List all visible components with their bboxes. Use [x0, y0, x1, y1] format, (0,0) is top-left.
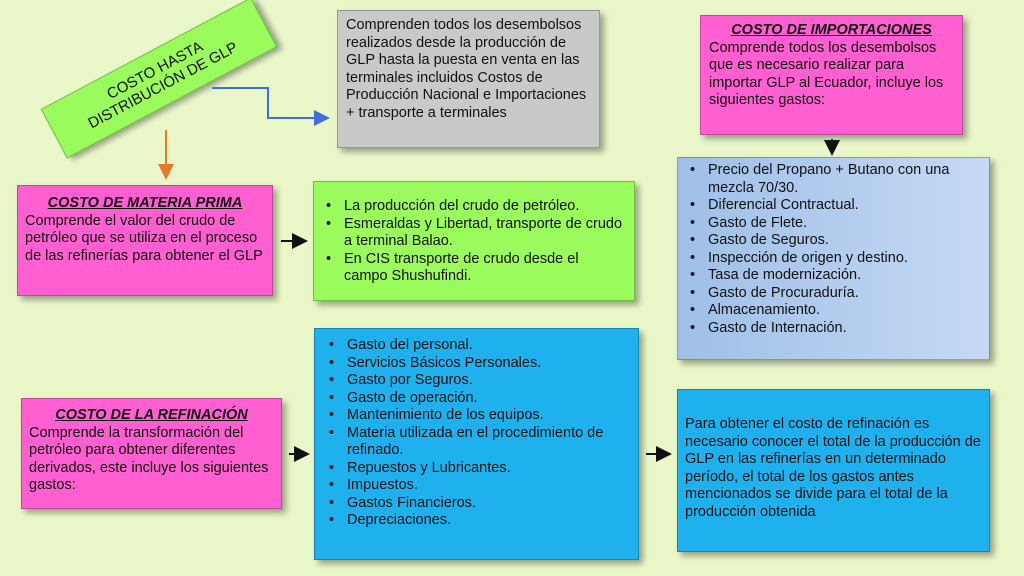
list-item: • Almacenamiento.: [708, 302, 983, 320]
importaciones-text: Comprende todos los desembolsos que es necesario realizar para importar GLP al Ecuador, incluye los siguientes gastos:: [709, 39, 944, 108]
refinacion-text: Comprende la transformación del petróleo para obtener diferentes derivados, este incluye los siguientes gastos:: [29, 424, 269, 493]
refinacion-result-box: [677, 389, 990, 552]
main-title-box: [41, 0, 277, 159]
list-item: • Repuestos y Lubricantes.: [347, 460, 630, 478]
list-item: • Servicios Básicos Personales.: [347, 355, 630, 373]
list-item: • Esmeraldas y Libertad, transporte de crudo a terminal Balao.: [344, 216, 626, 251]
list-item: • En CIS transporte de crudo desde el campo Shushufindi.: [344, 251, 626, 286]
refinacion-box: [21, 398, 282, 509]
arrow-title-to-summary: [212, 88, 326, 118]
importaciones-list-box: [677, 157, 990, 360]
list-item: • Gasto de Flete.: [708, 215, 983, 233]
list-item: • Tasa de modernización.: [708, 267, 983, 285]
importaciones-box: [700, 15, 963, 135]
refinacion-title: COSTO DE LA REFINACIÓN: [55, 407, 248, 423]
materia-prima-list: [322, 198, 626, 286]
list-item: • Gasto de Internación.: [708, 320, 983, 338]
list-item: • Gasto de operación.: [347, 390, 630, 408]
materia-prima-text: Comprende el valor del crudo de petróleo que se utiliza en el proceso de las refinerías para obtener el GLP: [25, 212, 263, 264]
list-item: • Gasto del personal.: [347, 337, 630, 355]
list-item: • La producción del crudo de petróleo.: [344, 198, 626, 216]
summary-text: Comprenden todos los desembolsos realizados desde la producción de GLP hasta la puesta en venta en las terminales incluidos Costos de Producción Nacional e Importaciones + transporte a terminales: [346, 17, 587, 121]
summary-box: [337, 10, 600, 148]
refinacion-list: [325, 337, 630, 530]
materia-prima-title: COSTO DE MATERIA PRIMA: [47, 195, 243, 211]
list-item: • Gasto de Procuraduría.: [708, 285, 983, 303]
importaciones-title: COSTO DE IMPORTACIONES: [731, 22, 932, 38]
materia-prima-box: [17, 185, 273, 296]
list-item: • Gasto de Seguros.: [708, 232, 983, 250]
list-item: • Materia utilizada en el procedimiento de refinado.: [347, 425, 630, 460]
list-item: • Diferencial Contractual.: [708, 197, 983, 215]
list-item: • Precio del Propano + Butano con una mezcla 70/30.: [708, 162, 983, 197]
refinacion-result-text: Para obtener el costo de refinación es necesario conocer el total de la producción de GLP en las refinerías en un determinado período, el total de los gastos antes mencionados se divide para el total de la producción obtenida: [685, 416, 981, 520]
list-item: • Impuestos.: [347, 477, 630, 495]
materia-prima-list-box: [313, 181, 635, 301]
importaciones-list: [686, 162, 983, 337]
list-item: • Gasto por Seguros.: [347, 372, 630, 390]
refinacion-list-box: [314, 328, 639, 560]
list-item: • Mantenimiento de los equipos.: [347, 407, 630, 425]
list-item: • Depreciaciones.: [347, 512, 630, 530]
list-item: • Gastos Financieros.: [347, 495, 630, 513]
list-item: • Inspección de origen y destino.: [708, 250, 983, 268]
main-title: COSTO HASTA DISTRIBUCIÓN DE GLP: [85, 38, 241, 133]
